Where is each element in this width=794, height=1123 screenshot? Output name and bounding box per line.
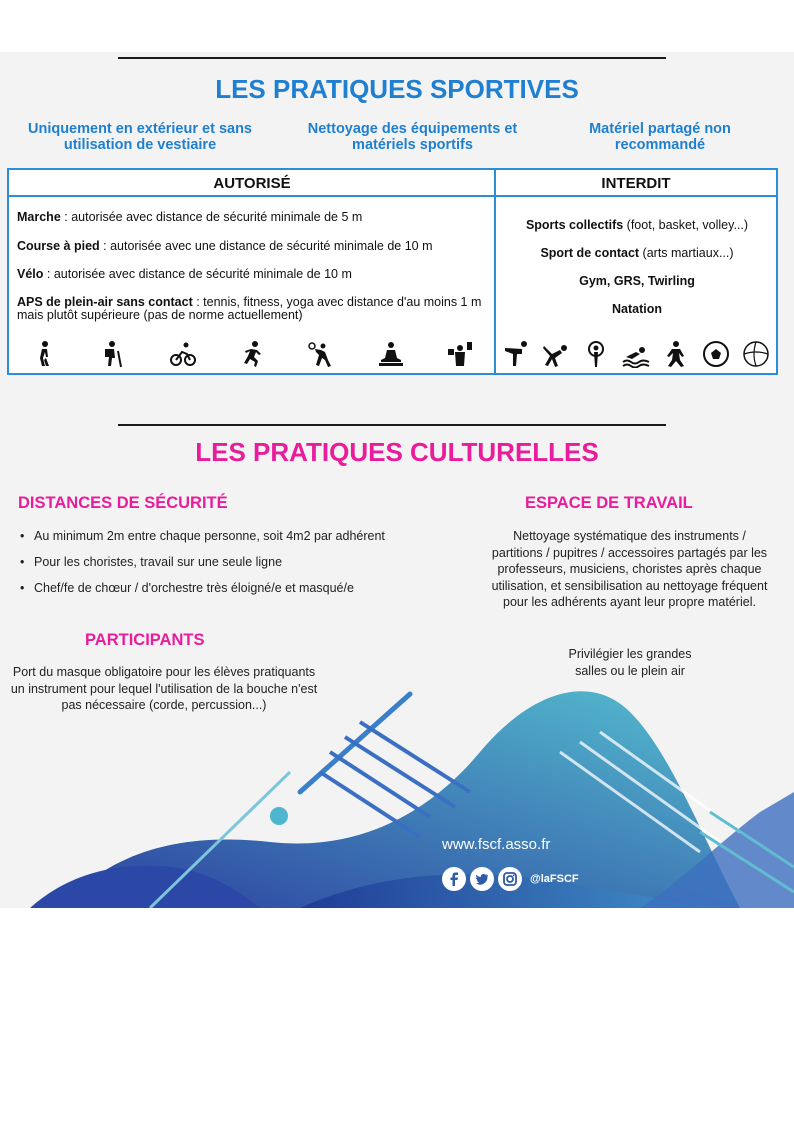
condition-outdoor: Uniquement en extérieur et sans utilisation de vestiaire xyxy=(27,121,252,153)
forbidden-header: INTERDIT xyxy=(496,170,776,197)
forbidden-box xyxy=(494,168,778,375)
forbidden-swimming-name: Natation xyxy=(612,302,662,316)
rhythmic-gymnastics-icon xyxy=(582,340,610,368)
authorized-box xyxy=(7,168,497,375)
condition-cleaning: Nettoyage des équipements et matériels sportifs xyxy=(307,121,518,153)
walking-icon xyxy=(30,340,58,368)
rule-walking xyxy=(17,211,487,224)
participants-heading: PARTICIPANTS xyxy=(85,631,205,649)
gymnastics-icon xyxy=(542,340,570,368)
forbidden-team-sports xyxy=(496,218,778,232)
rule-running xyxy=(17,240,487,253)
rule-cycling xyxy=(17,268,487,281)
volleyball-icon xyxy=(742,340,770,368)
rule-walking-text: : autorisée avec distance de sécurité minimale de 5 m xyxy=(60,210,363,224)
condition-shared-equipment: Matériel partagé non recommandé xyxy=(589,121,731,153)
distances-heading: DISTANCES DE SÉCURITÉ xyxy=(18,494,228,512)
mid-rule xyxy=(118,424,666,426)
sports-title: LES PRATIQUES SPORTIVES xyxy=(215,74,579,104)
participants-text: Port du masque obligatoire pour les élèves pratiquants un instrument pour lequel l'utilisation de la bouche n'est pas nécessaire (corde, percussion...) xyxy=(10,665,318,712)
rule-running-text: : autorisée avec une distance de sécurité minimale de 10 m xyxy=(99,239,433,253)
soccer-ball-icon xyxy=(702,340,730,368)
forbidden-gym-name: Gym, GRS, Twirling xyxy=(579,274,695,288)
list-item: • Au minimum 2m entre chaque personne, soit 4m2 par adhérent xyxy=(18,529,458,555)
rule-outdoor-aps-text: : tennis, fitness, yoga avec distance d'au moins 1 m mais plutôt supérieure (pas de norme actuellement) xyxy=(17,295,482,322)
swimming-icon xyxy=(622,340,650,368)
forbidden-team-sports-name: Sports collectifs xyxy=(525,218,624,232)
rule-running-name: Course à pied xyxy=(17,239,100,253)
team-sports-icon xyxy=(662,340,690,368)
distances-list xyxy=(18,529,458,607)
forbidden-contact-sports-text: (arts martiaux...) xyxy=(639,246,734,260)
website-link[interactable]: www.fscf.asso.fr xyxy=(442,836,551,853)
forbidden-contact-sports-name: Sport de contact xyxy=(540,246,640,260)
flyer-sheet xyxy=(0,52,794,908)
social-handle: @laFSCF xyxy=(530,873,579,885)
workspace-text: Nettoyage systématique des instruments / partitions / pupitres / accessoires partagés par les professeurs, musiciens, choristes après chaque utilisation, et sensibilisation au nettoyage fréquent pour les adhérents ayant leur propre matériel. xyxy=(491,529,768,609)
forbidden-swimming xyxy=(496,302,778,316)
authorized-header: AUTORISÉ xyxy=(9,170,495,197)
rule-walking-name: Marche xyxy=(17,210,61,224)
cycling-icon xyxy=(169,340,197,368)
culture-title: LES PRATIQUES CULTURELLES xyxy=(195,437,599,467)
top-rule xyxy=(118,57,666,59)
forbidden-gym xyxy=(496,274,778,288)
social-links xyxy=(442,867,579,891)
authorized-icons xyxy=(9,335,495,373)
yoga-icon xyxy=(377,340,405,368)
fitness-icon xyxy=(446,340,474,368)
forbidden-icons xyxy=(496,335,776,373)
tennis-icon xyxy=(307,340,335,368)
hiking-icon xyxy=(99,340,127,368)
rule-outdoor-aps xyxy=(17,296,487,322)
rule-cycling-text: : autorisée avec distance de sécurité minimale de 10 m xyxy=(43,267,352,281)
workspace-tip: Privilégier les grandes salles ou le plein air xyxy=(568,647,692,678)
list-item: • Chef/fe de chœur / d'orchestre très éloigné/e et masqué/e xyxy=(18,581,458,607)
twitter-icon[interactable] xyxy=(470,867,494,891)
facebook-icon[interactable] xyxy=(442,867,466,891)
forbidden-contact-sports xyxy=(496,246,778,260)
forbidden-team-sports-text: (foot, basket, volley...) xyxy=(623,218,749,232)
workspace-heading: ESPACE DE TRAVAIL xyxy=(525,494,693,512)
list-item: • Pour les choristes, travail sur une seule ligne xyxy=(18,555,458,581)
rule-outdoor-aps-name: APS de plein-air sans contact xyxy=(17,295,193,309)
instagram-icon[interactable] xyxy=(498,867,522,891)
running-icon xyxy=(238,340,266,368)
rule-cycling-name: Vélo xyxy=(17,267,44,281)
martial-arts-icon xyxy=(502,340,530,368)
